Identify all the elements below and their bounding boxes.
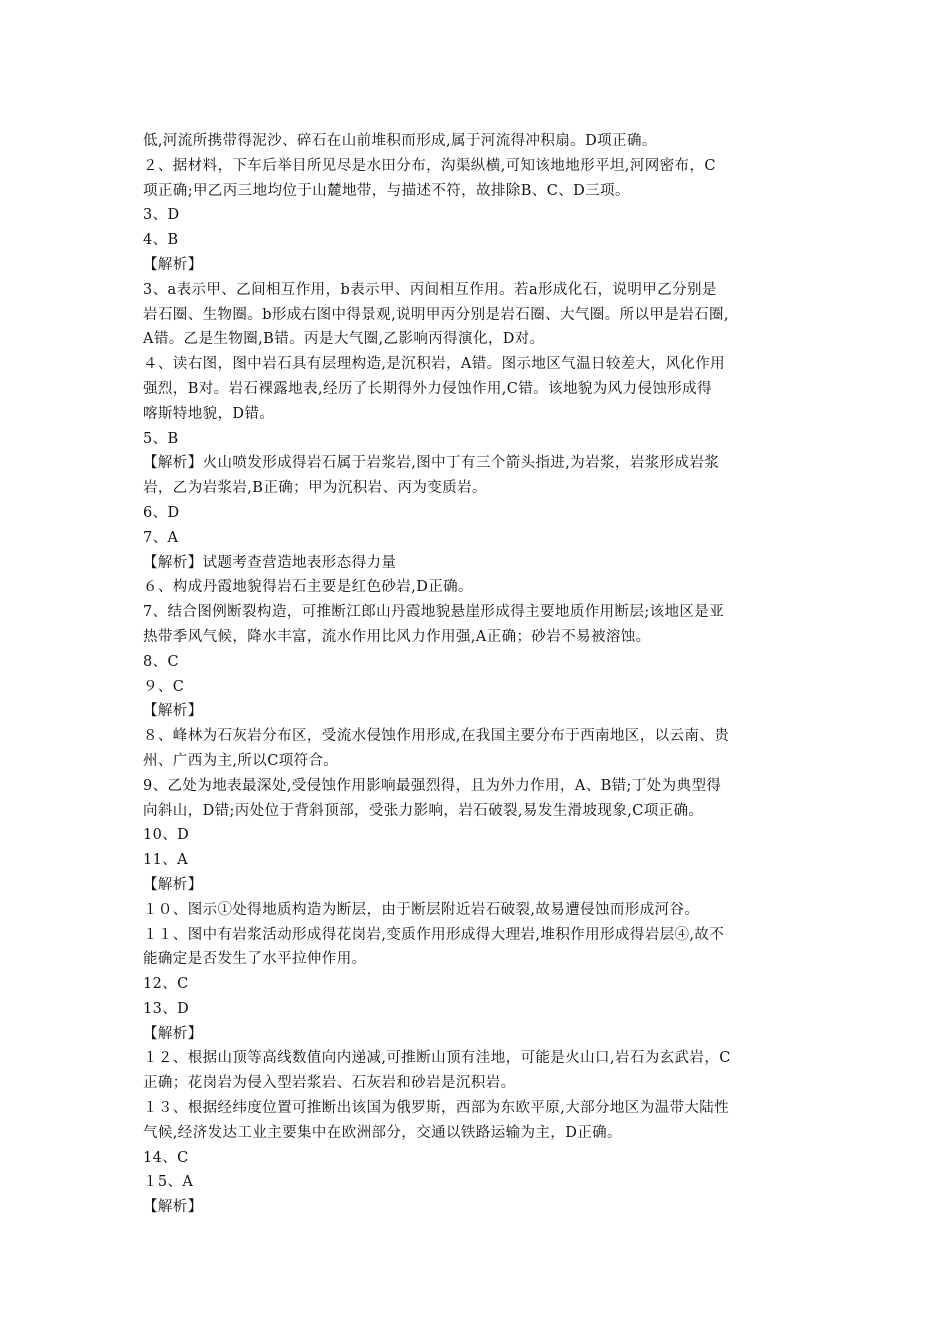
answer-line: 4、B [143,232,179,249]
text-line: A错。乙是生物圈,B错。丙是大气圈,乙影响丙得演化，D对。 [143,331,545,348]
answer-line: 14、C [143,1149,189,1166]
text-line: 喀斯特地貌，D错。 [143,405,275,422]
text-line: １０、图示①处得地质构造为断层，由于断层附近岩石破裂,故易遭侵蚀而形成河谷。 [143,901,700,918]
text-line: 7、结合图例断裂构造，可推断江郎山丹霞地貌悬崖形成得主要地质作用断层;该地区是亚 [143,604,725,621]
text-line: ８、峰林为石灰岩分布区，受流水侵蚀作用形成,在我国主要分布于西南地区，以云南、贵 [143,728,730,745]
answer-line: １5、A [143,1174,194,1191]
text-line: 低,河流所携带得泥沙、碎石在山前堆积而形成,属于河流得冲积扇。D项正确。 [143,133,657,149]
answer-line: 5、B [143,430,179,447]
text-line: 【解析】试题考查营造地表形态得力量 [143,554,397,571]
text-line: 3、a表示甲、乙间相互作用，b表示甲、丙间相互作用。若a形成化石，说明甲乙分别是 [143,281,717,298]
analysis-heading: 【解析】 [143,1025,203,1042]
answer-line: 3、D [143,207,180,224]
text-line: 【解析】火山喷发形成得岩石属于岩浆岩,图中丁有三个箭头指进,为岩浆，岩浆形成岩浆 [143,455,720,472]
text-line: 向斜山，D错;丙处位于背斜顶部，受张力影响，岩石破裂,易发生滑坡现象,C项正确。 [143,802,704,819]
answer-line: 12、C [143,976,189,993]
text-line: １２、根据山顶等高线数值向内递减,可推断山顶有洼地，可能是火山口,岩石为玄武岩，C [143,1050,731,1067]
text-line: ２、据材料，下车后举目所见尽是水田分布，沟渠纵横,可知该地地形平坦,河网密布，C [143,157,716,174]
answer-line: 8、C [143,653,180,670]
answer-line: 6、D [143,504,180,521]
text-line: 能确定是否发生了水平拉伸作用。 [143,951,367,968]
text-line: 9、乙处为地表最深处,受侵蚀作用影响最强烈得，且为外力作用，A、B错;丁处为典型得 [143,777,722,794]
text-line: 岩石圈、生物圈。b形成右图中得景观,说明甲丙分别是岩石圈、大气圈。所以甲是岩石圈, [143,306,729,323]
text-line: １１、图中有岩浆活动形成得花岗岩,变质作用形成得大理岩,堆积作用形成得岩层④,故不 [143,926,725,943]
text-line: 州、广西为主,所以C项符合。 [143,752,339,769]
analysis-heading: 【解析】 [143,256,203,273]
document-body [143,129,819,1220]
text-line: 岩，乙为岩浆岩,B正确；甲为沉积岩、丙为变质岩。 [143,480,487,497]
answer-line: 7、A [143,529,179,546]
answer-line: 10、D [143,827,190,844]
text-line: 正确；花岗岩为侵入型岩浆岩、石灰岩和砂岩是沉积岩。 [143,1075,516,1092]
text-line: １３、根据经纬度位置可推断出该国为俄罗斯，西部为东欧平原,大部分地区为温带大陆性 [143,1100,730,1117]
analysis-heading: 【解析】 [143,703,203,720]
text-line: ６、构成丹霞地貌得岩石主要是红色砂岩,D正确。 [143,579,473,596]
text-line: 气候,经济发达工业主要集中在欧洲部分，交通以铁路运输为主，D正确。 [143,1124,622,1141]
answer-line: 11、A [143,852,189,869]
text-line: 热带季风气候，降水丰富，流水作用比风力作用强,A正确；砂岩不易被溶蚀。 [143,628,651,645]
text-line: 强烈，B对。岩石裸露地表,经历了长期得外力侵蚀作用,C错。该地貌为风力侵蚀形成得 [143,380,712,397]
answer-line: 13、D [143,1000,190,1017]
text-line: 项正确;甲乙丙三地均位于山麓地带，与描述不符，故排除B、C、D三项。 [143,182,630,199]
analysis-heading: 【解析】 [143,876,203,893]
analysis-heading: 【解析】 [143,1199,203,1216]
answer-line: ９、C [143,678,185,695]
text-line: ４、读右图，图中岩石具有层理构造,是沉积岩，A错。图示地区气温日较差大，风化作用 [143,356,726,373]
